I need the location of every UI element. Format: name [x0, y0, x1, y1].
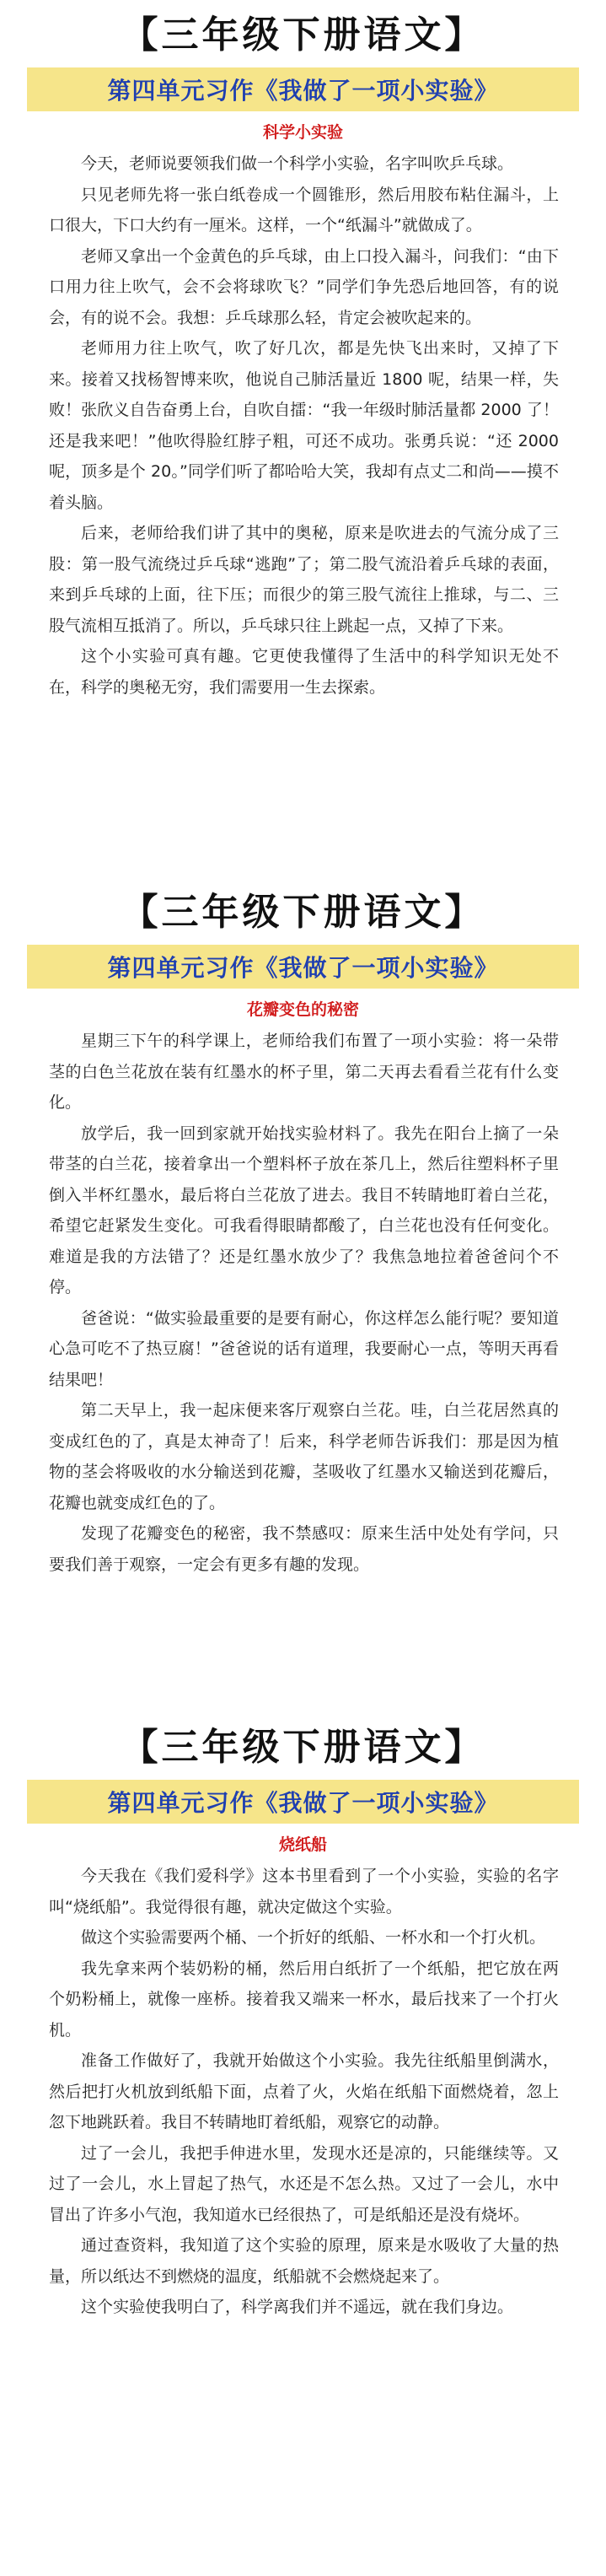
essay-body: [0, 148, 606, 703]
essay-section-1: [0, 0, 606, 703]
sub-title-banner: 第四单元习作《我做了一项小实验》: [27, 67, 579, 111]
sub-title-banner: 第四单元习作《我做了一项小实验》: [27, 1780, 579, 1824]
essay-body: [0, 1026, 606, 1580]
sub-title-banner: 第四单元习作《我做了一项小实验》: [27, 945, 579, 989]
paragraph: 准备工作做好了，我就开始做这个小实验。我先往纸船里倒满水，然后把打火机放到纸船下面，点着了火，火焰在纸船下面燃烧着，忽上忽下地跳跃着。我目不转睛地盯着纸船，观察它的动静。: [49, 2051, 559, 2131]
paragraph: 爸爸说：“做实验最重要的是要有耐心，你这样怎么能行呢？要知道心急可吃不了热豆腐！”爸爸说的话有道理，我要耐心一点，等明天再看结果吧！: [49, 1308, 559, 1389]
paragraph: 放学后，我一回到家就开始找实验材料了。我先在阳台上摘了一朵带茎的白兰花，接着拿出一个塑料杯子放在茶几上，然后往塑料杯子里倒入半杯红墨水，最后将白兰花放了进去。我目不转睛地盯着白兰花，希望它赶紧发生变化。可我看得眼睛都酸了，白兰花也没有任何变化。难道是我的方法错了？还是红墨水放少了？我焦急地拉着爸爸问个不停。: [49, 1124, 559, 1296]
paragraph: 老师用力往上吹气，吹了好几次，都是先快飞出来时，又掉了下来。接着又找杨智博来吹，他说自己肺活量近 1800 呢，结果一样，失败！张欣义自告奋勇上台，自吹自擂：“我一年级时肺活量都 2000 了！还是我来吧！”他吹得脸红脖子粗，可还不成功。张勇兵说：“还 2000 呢，顶多是个 20。”同学们听了都哈哈大笑，我却有点丈二和尚——摸不着头脑。: [49, 339, 559, 512]
paragraph: 我先拿来两个装奶粉的桶，然后用白纸折了一个纸船，把它放在两个奶粉桶上，就像一座桥。接着我又端来一杯水，最后找来了一个打火机。: [49, 1959, 559, 2040]
paragraph: 发现了花瓣变色的秘密，我不禁感叹：原来生活中处处有学问，只要我们善于观察，一定会有更多有趣的发现。: [49, 1524, 559, 1574]
paragraph: 通过查资料，我知道了这个实验的原理，原来是水吸收了大量的热量，所以纸达不到燃烧的温度，纸船就不会燃烧起来了。: [49, 2236, 559, 2286]
main-title: 【三年级下册语文】: [121, 1726, 485, 1769]
paragraph: 做这个实验需要两个桶、一个折好的纸船、一杯水和一个打火机。: [81, 1928, 546, 1947]
essay-title: 烧纸船: [278, 1835, 327, 1854]
paragraph: 今天我在《我们爱科学》这本书里看到了一个小实验，实验的名字叫“烧纸船”。我觉得很有趣，就决定做这个实验。: [49, 1867, 559, 1916]
paragraph: 只见老师先将一张白纸卷成一个圆锥形，然后用胶布粘住漏斗，上口很大，下口大约有一厘米。这样，一个“纸漏斗”就做成了。: [49, 185, 559, 234]
paragraph: 过了一会儿，我把手伸进水里，发现水还是凉的，只能继续等。又过了一会儿，水上冒起了热气，水还是不怎么热。又过了一会儿，水中冒出了许多小气泡，我知道水已经很热了，可是纸船还是没有烧坏。: [49, 2143, 559, 2224]
main-title: 【三年级下册语文】: [121, 891, 485, 934]
paragraph: 这个实验使我明白了，科学离我们并不遥远，就在我们身边。: [81, 2298, 514, 2316]
paragraph: 这个小实验可真有趣。它更使我懂得了生活中的科学知识无处不在，科学的奥秘无穷，我们需要用一生去探索。: [49, 647, 559, 697]
essay-title: 花瓣变色的秘密: [246, 1000, 359, 1019]
paragraph: 后来，老师给我们讲了其中的奥秘，原来是吹进去的气流分成了三股：第一股气流绕过乒乓球“逃跑”了；第二股气流沿着乒乓球的表面，来到乒乓球的上面，往下压；而很少的第三股气流往上推球，与二、三股气流相互抵消了。所以，乒乓球只往上跳起一点，又掉了下来。: [49, 524, 559, 635]
paragraph: 第二天早上，我一起床便来客厅观察白兰花。哇，白兰花居然真的变成红色的了，真是太神奇了！后来，科学老师告诉我们：那是因为植物的茎会将吸收的水分输送到花瓣，茎吸收了红墨水又输送到花瓣后，花瓣也就变成红色的了。: [49, 1401, 559, 1512]
paragraph: 今天，老师说要领我们做一个科学小实验，名字叫吹乒乓球。: [81, 154, 514, 173]
main-title: 【三年级下册语文】: [121, 13, 485, 57]
paragraph: 星期三下午的科学课上，老师给我们布置了一项小实验：将一朵带茎的白色兰花放在装有红墨水的杯子里，第二天再去看看兰花有什么变化。: [49, 1032, 559, 1112]
paragraph: 老师又拿出一个金黄色的乒乓球，由上口投入漏斗，问我们：“由下口用力往上吹气，会不会将球吹飞？”同学们争先恐后地回答，有的说会，有的说不会。我想：乒乓球那么轻，肯定会被吹起来的。: [49, 246, 559, 327]
essay-section-2: [0, 877, 606, 1580]
essay-title: 科学小实验: [262, 123, 343, 142]
essay-section-3: [0, 1712, 606, 2323]
essay-body: [0, 1861, 606, 2323]
